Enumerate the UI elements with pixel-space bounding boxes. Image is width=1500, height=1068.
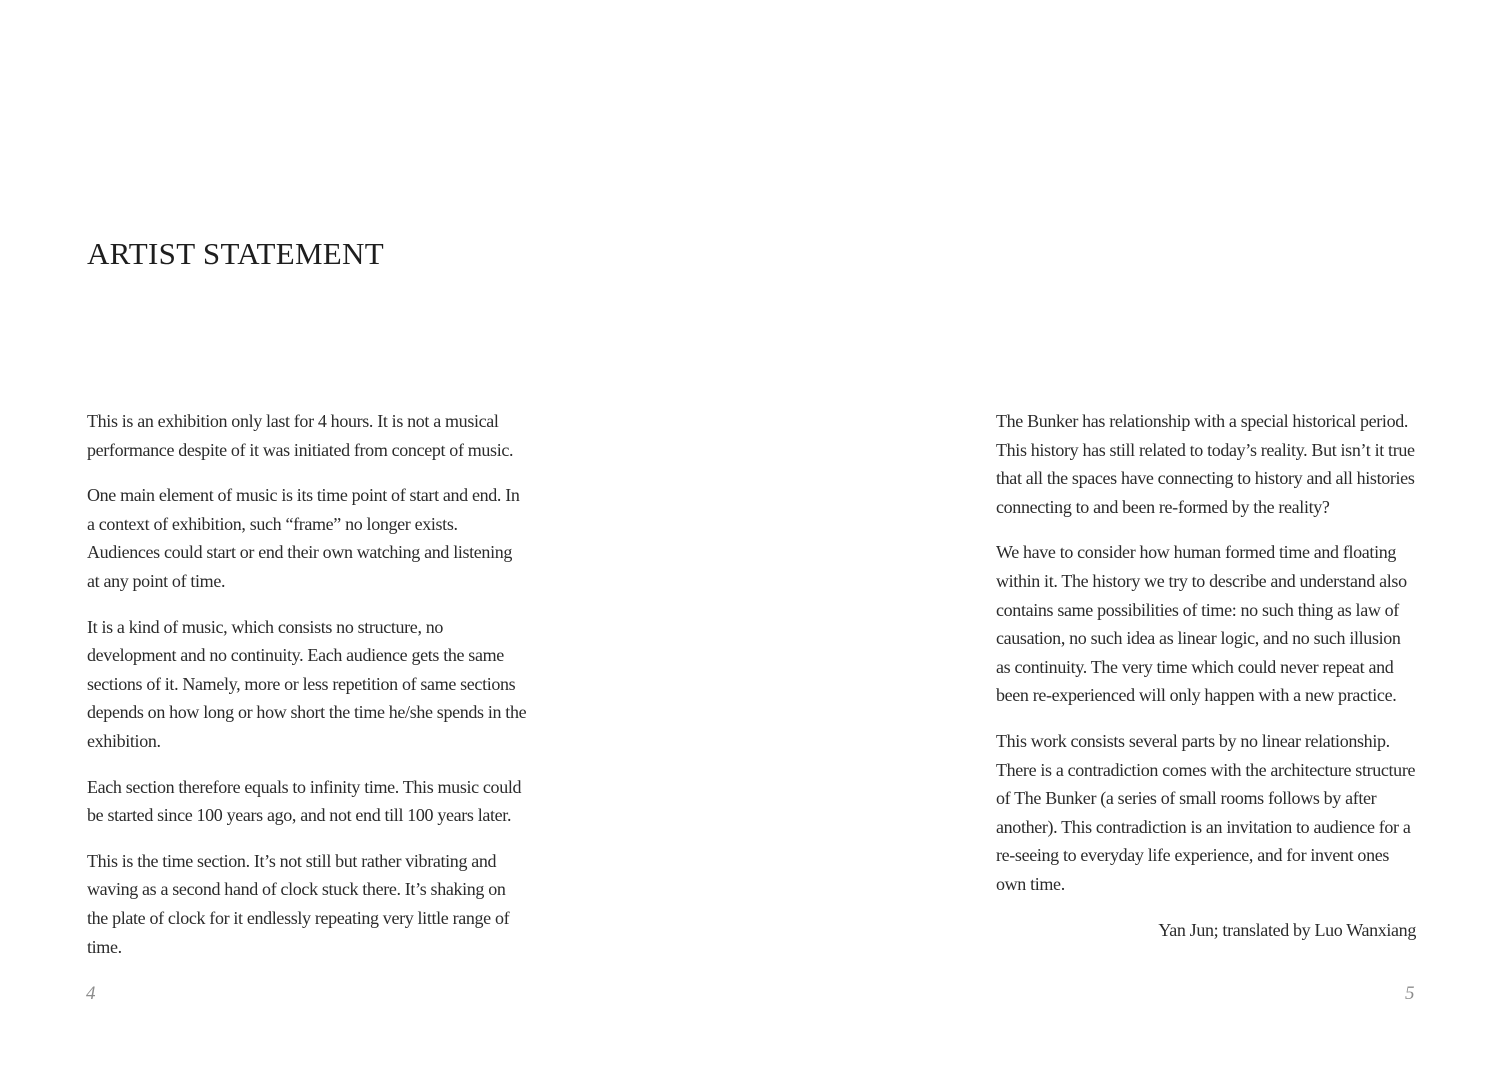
paragraph: It is a kind of music, which consists no structure, no development and no continuity. Each audience gets the same sections of it. Namely, more or less repetition of same sections depends on how long or how short the time he/she spends in the exhibition. — [87, 616, 527, 751]
paragraph: This work consists several parts by no linear relationship. There is a contradiction comes with the architecture structure of The Bunker (a series of small rooms follows by after another). This contradiction is an invitation to audience for a re-seeing to everyday life experience, and for invent ones own time. — [996, 730, 1416, 894]
paragraph: This is an exhibition only last for 4 hours. It is not a musical performance despite of it was initiated from concept of music. — [87, 411, 514, 460]
paragraph: One main element of music is its time point of start and end. In a context of exhibition, such “frame” no longer exists. Audiences could start or end their own watching and listening at any point of time. — [87, 485, 520, 591]
paragraph: We have to consider how human formed time and floating within it. The history we try to describe and understand also contains same possibilities of time: no such thing as law of causation, no such idea as linear logic, and no such illusion as continuity. The very time which could never repeat and been re-experienced will only happen with a new practice. — [996, 542, 1407, 706]
left-page-body — [87, 407, 527, 978]
author-signature: Yan Jun; translated by Luo Wanxiang — [1158, 919, 1416, 940]
page-title: ARTIST STATEMENT — [87, 236, 384, 271]
right-page-body — [996, 407, 1416, 944]
page-number-right: 5 — [1405, 983, 1415, 1004]
page-number-left: 4 — [86, 983, 96, 1004]
paragraph: The Bunker has relationship with a special historical period. This history has still related to today’s reality. But isn’t it true that all the spaces have connecting to history and all histories connecting to and been re-formed by the reality? — [996, 411, 1415, 517]
paragraph: Each section therefore equals to infinity time. This music could be started since 100 years ago, and not end till 100 years later. — [87, 776, 522, 826]
paragraph: This is the time section. It’s not still but rather vibrating and waving as a second hand of clock stuck there. It’s shaking on the plate of clock for it endlessly repeating very little range of time. — [87, 850, 510, 957]
